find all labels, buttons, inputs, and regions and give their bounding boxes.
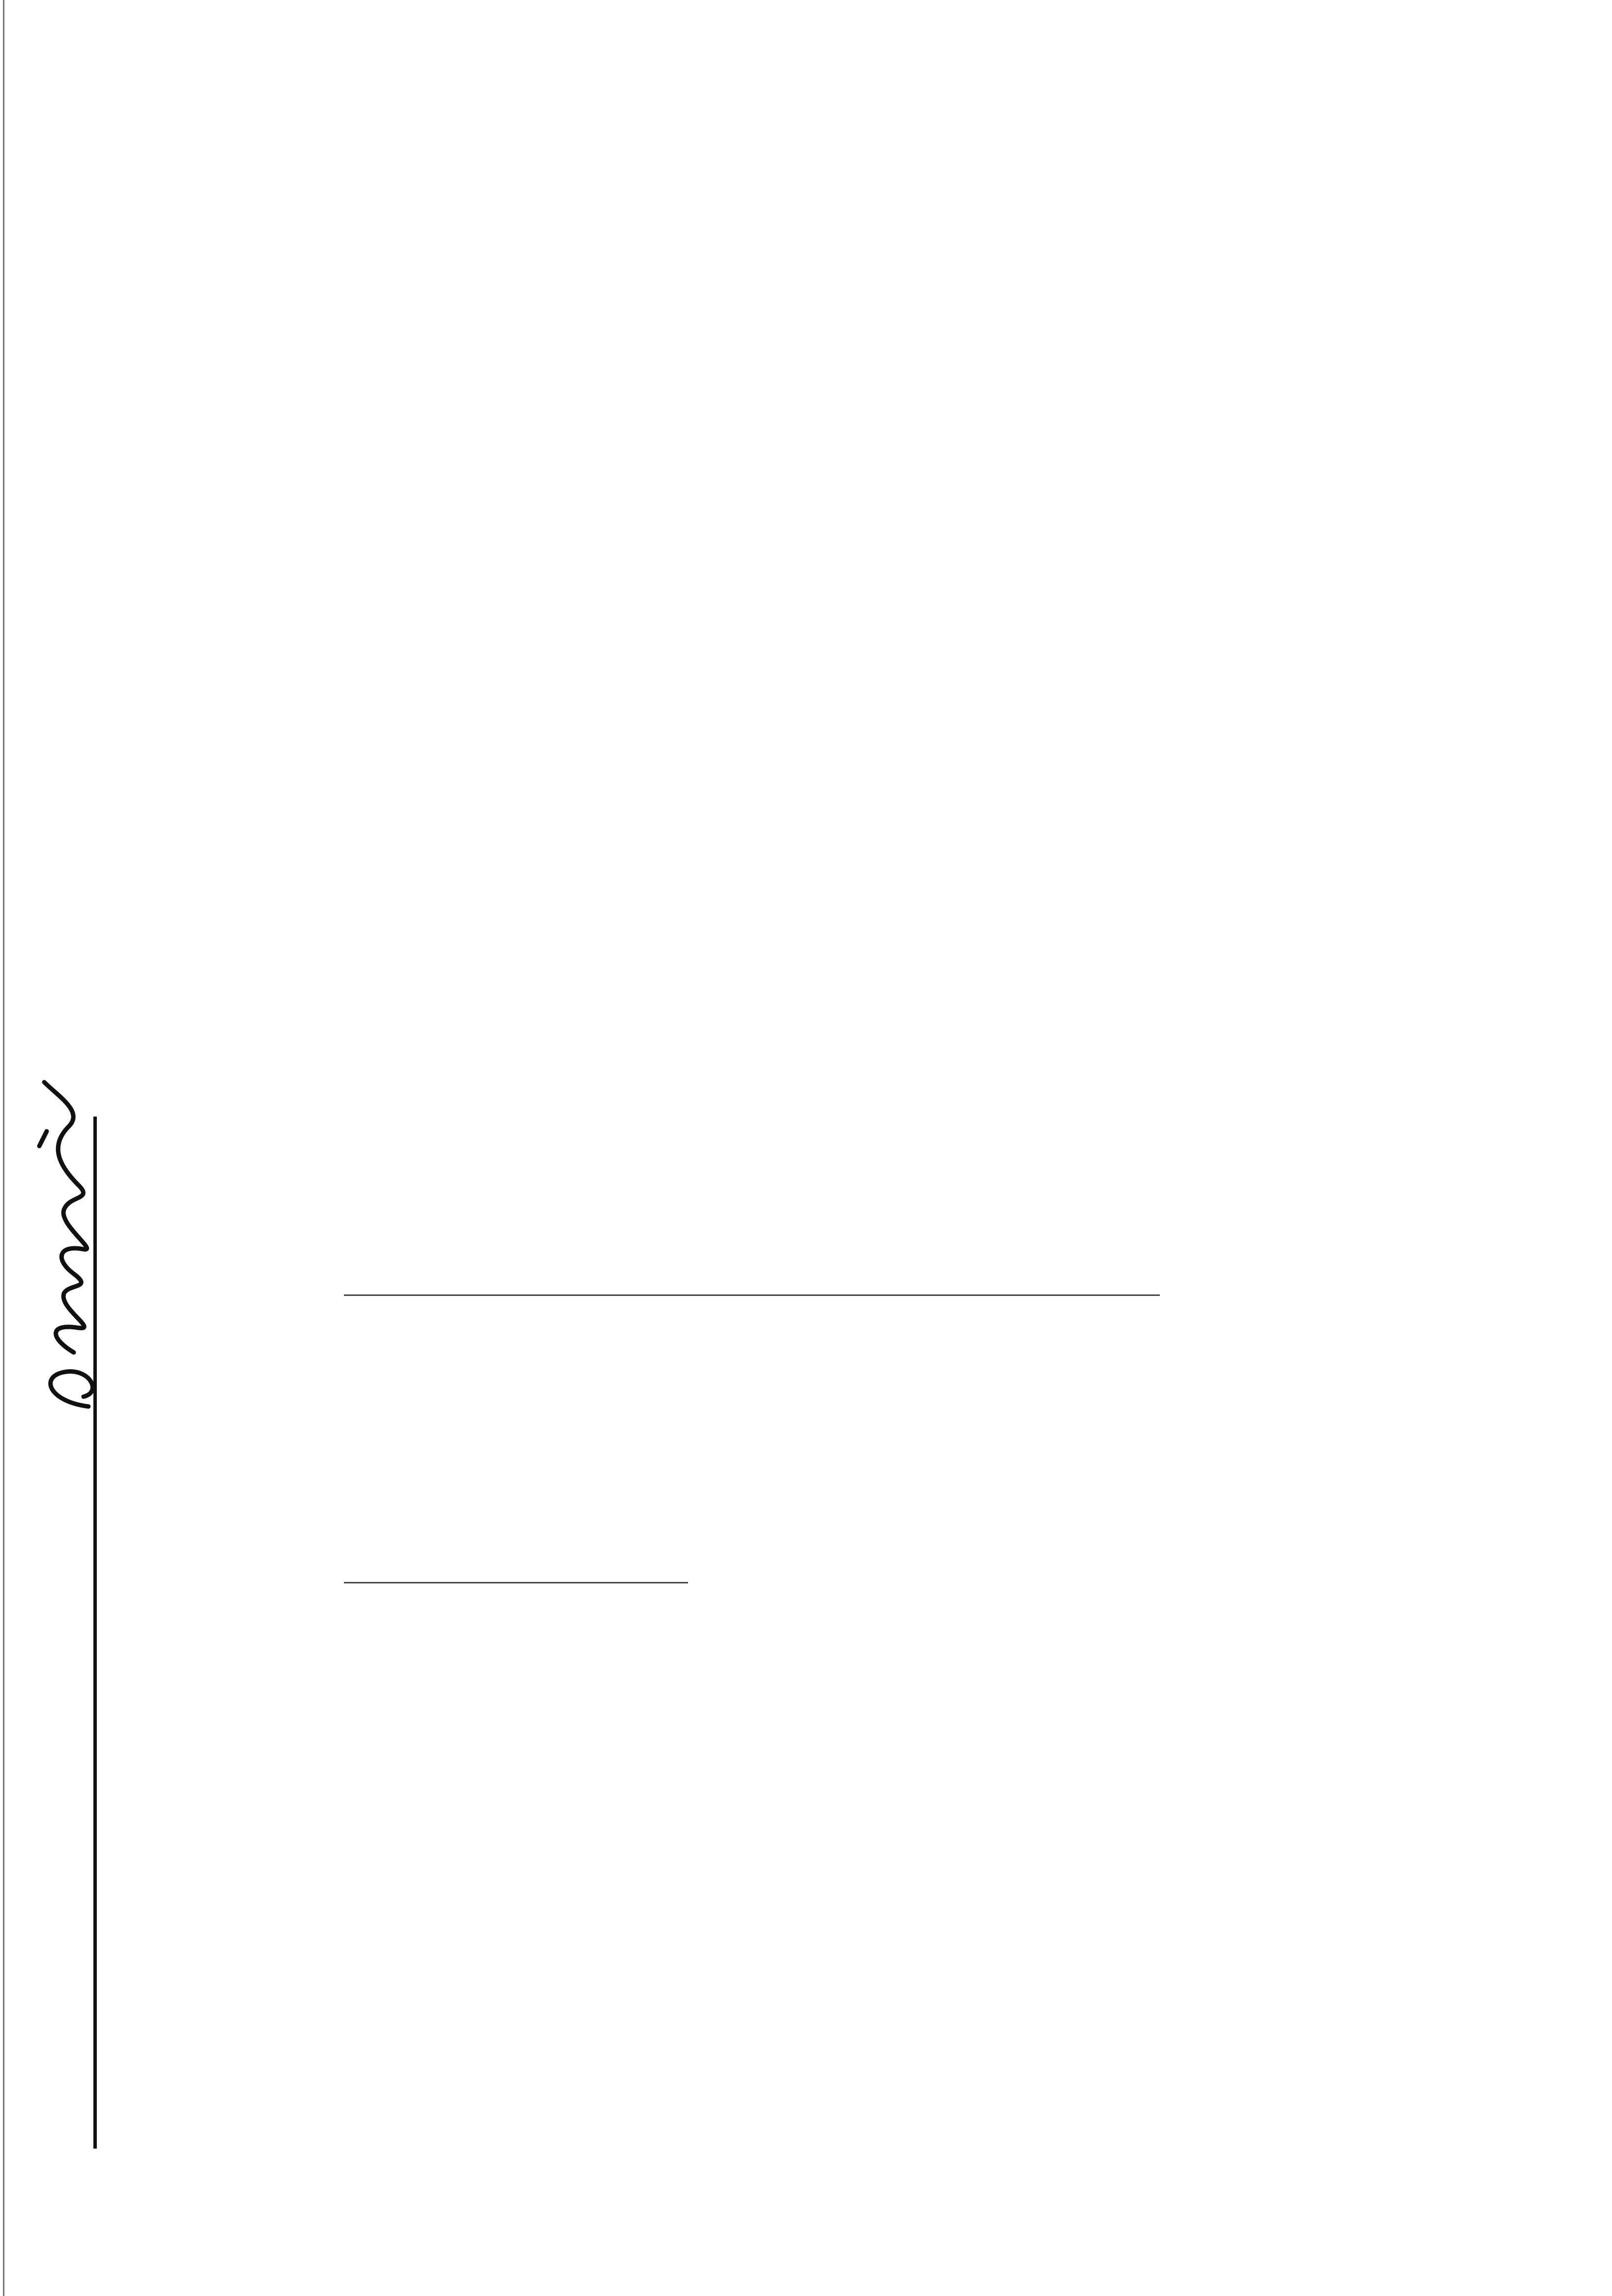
handwritten-signature xyxy=(29,1067,113,1421)
column-divider xyxy=(344,1294,1160,1296)
column-divider xyxy=(344,1582,688,1583)
top-edge-rule xyxy=(3,0,4,2296)
article-column-2 xyxy=(344,969,358,1284)
